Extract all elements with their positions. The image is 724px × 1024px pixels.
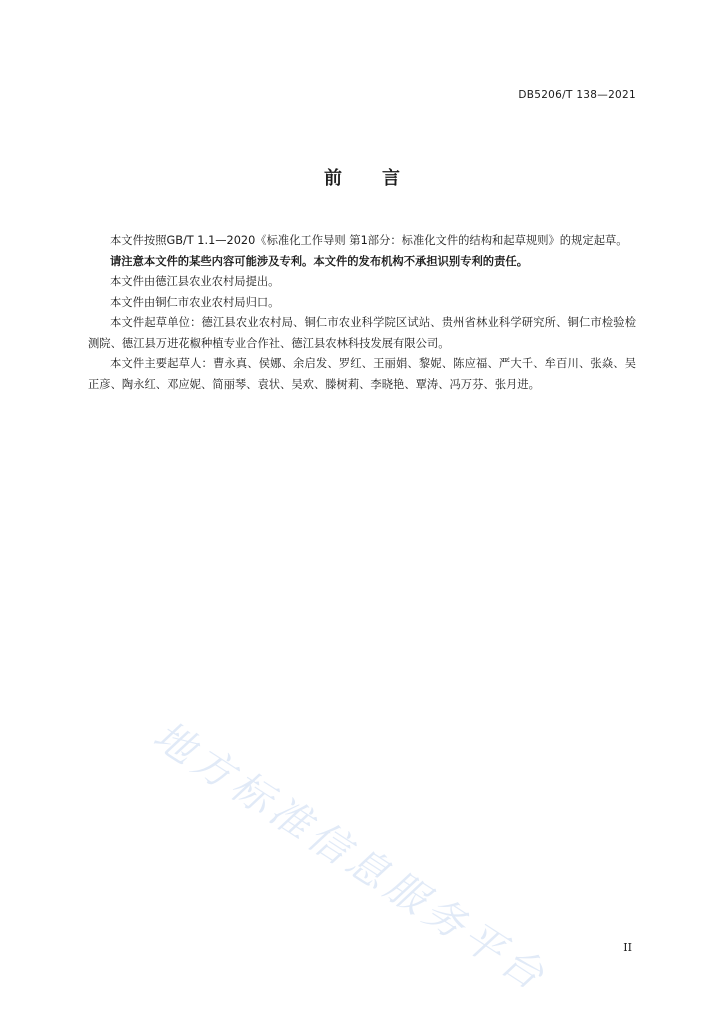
paragraph-drafters: 本文件主要起草人：曹永真、侯娜、余启发、罗红、王丽娟、黎妮、陈应福、严大千、牟百川、张焱、吴正彦、陶永红、邓应妮、简丽琴、袁状、吴欢、滕树莉、李晓艳、覃涛、冯万芬、张月进。 xyxy=(88,357,636,391)
document-code: DB5206/T 138—2021 xyxy=(518,89,636,101)
paragraph-proposer: 本文件由德江县农业农村局提出。 xyxy=(110,275,280,288)
paragraph-administrator: 本文件由铜仁市农业农村局归口。 xyxy=(110,295,280,309)
page-title: 前言 xyxy=(324,168,440,189)
paragraph-drafting-units: 本文件起草单位：德江县农业农村局、铜仁市农业科学院区试站、贵州省林业科学研究所、铜仁市检验检测院、德江县万进花椒种植专业合作社、德江县农林科技发展有限公司。 xyxy=(88,316,636,350)
foreword-body xyxy=(88,231,636,395)
paragraph-patent-notice: 请注意本文件的某些内容可能涉及专利。本文件的发布机构不承担识别专利的责任。 xyxy=(110,254,528,268)
paragraph-drafting-rules: 本文件按照GB/T 1.1—2020《标准化工作导则 第1部分：标准化文件的结构和起草规则》的规定起草。 xyxy=(110,234,628,247)
page-number: II xyxy=(623,941,632,954)
watermark: 地方标准信息服务平台 xyxy=(145,712,556,1002)
